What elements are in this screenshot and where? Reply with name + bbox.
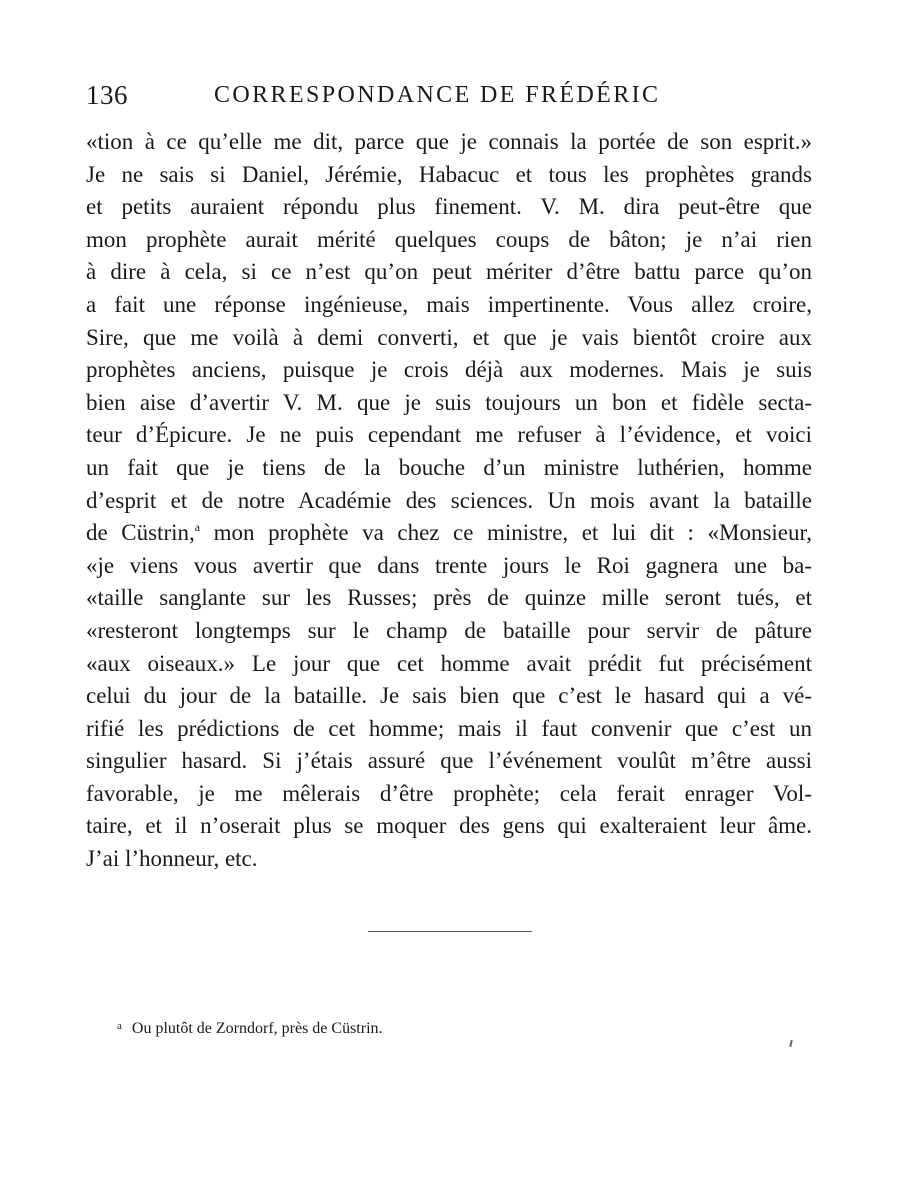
text-line: «je viens vous avertir que dans trente jours le Roi gagnera une ba- — [86, 552, 812, 578]
text-line: «resteront longtemps sur le champ de bataille pour servir de pâture — [86, 617, 812, 643]
closing-line: J’ai l’honneur, etc. — [86, 846, 258, 872]
text-line: favorable, je me mêlerais d’être prophète; cela ferait enrager Vol- — [86, 780, 812, 806]
text-line: singulier hasard. Si j’étais assuré que l’événement voulût m’être aussi — [86, 748, 812, 774]
section-divider — [368, 931, 532, 932]
running-title: CORRESPONDANCE DE FRÉDÉRIC — [214, 82, 661, 108]
footnote-text: Ou plutôt de Zorndorf, près de Cüstrin. — [131, 1020, 383, 1037]
page-number: 136 — [86, 80, 128, 110]
text-line: bien aise d’avertir V. M. que je suis toujours un bon et fidèle secta- — [86, 389, 812, 415]
footnote-marker[interactable]: a — [194, 520, 201, 535]
text-line: un fait que je tiens de la bouche d’un ministre luthérien, homme — [86, 454, 812, 480]
text-line: rifié les prédictions de cet homme; mais il faut convenir que c’est un — [86, 715, 812, 741]
text-line: celui du jour de la bataille. Je sais bien que c’est le hasard qui a vé- — [86, 683, 812, 709]
text-line: Je ne sais si Daniel, Jérémie, Habacuc et tous les prophètes grands — [86, 161, 812, 187]
text-line: «taille sanglante sur les Russes; près de quinze mille seront tués, et — [86, 585, 812, 611]
footnote — [117, 1020, 383, 1038]
text-line: d’esprit et de notre Académie des sciences. Un mois avant la bataille — [86, 487, 812, 513]
text-line: teur d’Épicure. Je ne puis cependant me refuser à l’évidence, et voici — [86, 422, 812, 448]
text-line: et petits auraient répondu plus finement. V. M. dira peut-être que — [86, 194, 812, 220]
text-line: prophètes anciens, puisque je crois déjà aux modernes. Mais je suis — [86, 357, 812, 383]
text-segment: de Cüstrin, — [86, 520, 195, 546]
letter-body — [86, 126, 812, 876]
running-head — [86, 80, 826, 114]
text-segment: mon prophète va chez ce ministre, et lui dit : «Monsieur, — [200, 520, 812, 546]
text-line: «aux oiseaux.» Le jour que cet homme avait prédit fut précisément — [86, 650, 812, 676]
print-speck — [789, 1040, 792, 1047]
text-line: a fait une réponse ingénieuse, mais impertinente. Vous allez croire, — [86, 291, 812, 317]
text-line: taire, et il n’oserait plus se moquer des gens qui exalteraient leur âme. — [86, 813, 812, 839]
text-line: mon prophète aurait mérité quelques coups de bâton; je n’ai rien — [86, 226, 812, 252]
text-line: «tion à ce qu’elle me dit, parce que je connais la portée de son esprit.» — [86, 129, 812, 154]
text-line: à dire à cela, si ce n’est qu’on peut mériter d’être battu parce qu’on — [86, 259, 812, 285]
text-line: Sire, que me voilà à demi converti, et que je vais bientôt croire aux — [86, 324, 812, 350]
footnote-letter: a — [117, 1020, 122, 1032]
text-line-with-footnote — [86, 517, 812, 550]
